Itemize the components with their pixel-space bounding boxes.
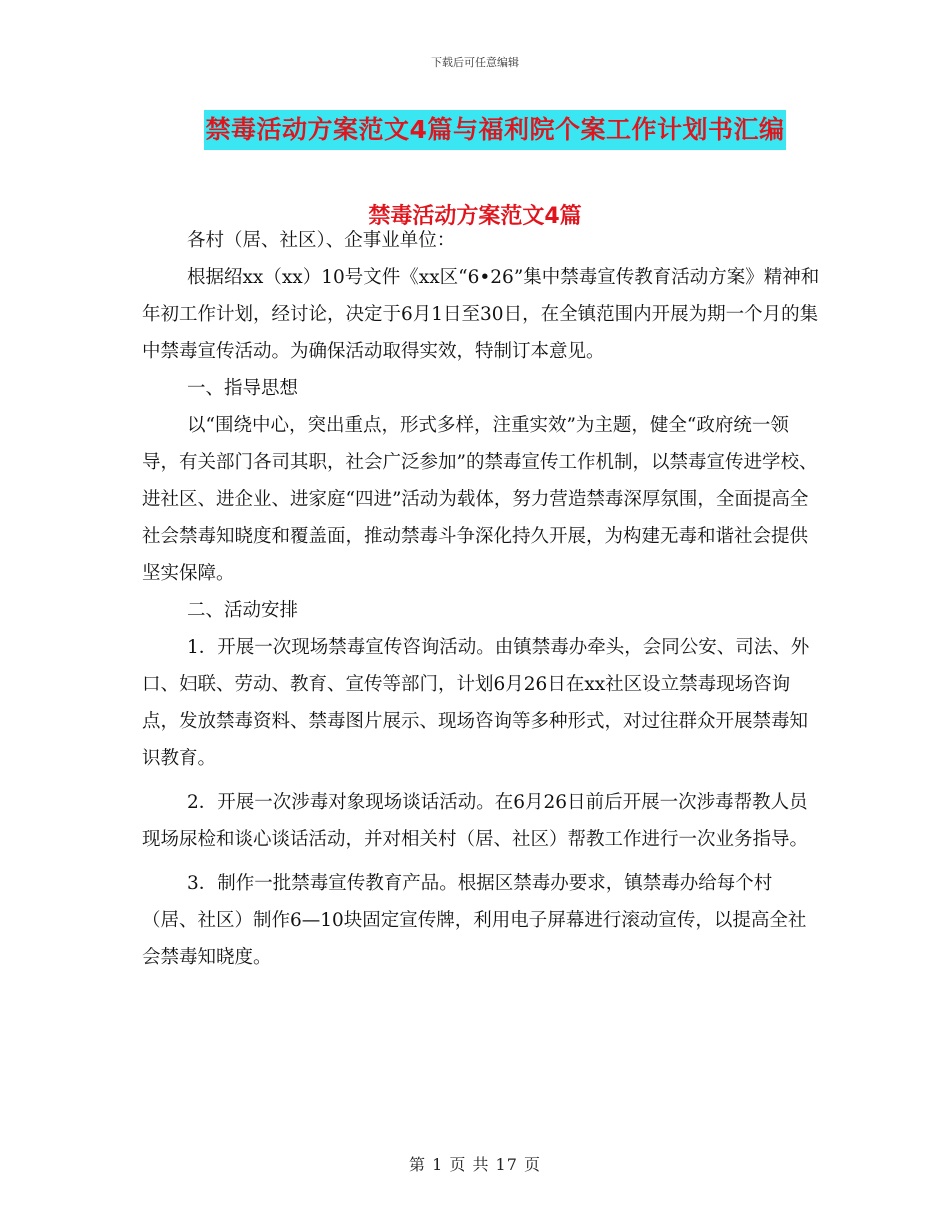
heading-guiding-ideology: 一、指导思想 (187, 378, 299, 399)
paragraph-guiding-ideology: 以“围绕中心，突出重点，形式多样，注重实效”为主题，健全“政府统一领导，有关部门各司其职，社会广泛参加”的禁毒宣传工作机制，以禁毒宣传进学校、进社区、进企业、进家庭“四进”活动为载体，努力营造禁毒深厚氛围，全面提高全社会禁毒知晓度和覆盖面，推动禁毒斗争深化持久开展，为构建无毒和谐社会提供坚实保障。 (142, 415, 818, 584)
list-item: 3．制作一批禁毒宣传教育产品。根据区禁毒办要求，镇禁毒办给每个村（居、社区）制作6—10块固定宣传牌，利用电子屏幕进行滚动宣传，以提高全社会禁毒知晓度。 (142, 873, 807, 968)
paragraph-intro: 根据绍xx（xx）10号文件《xx区“6•26”集中禁毒宣传教育活动方案》精神和年初工作计划，经讨论，决定于6月1日至30日，在全镇范围内开展为期一个月的集中禁毒宣传活动。为确保活动取得实效，特制订本意见。 (142, 267, 820, 362)
header-note: 下载后可任意编辑 (431, 56, 519, 69)
list-item: 1．开展一次现场禁毒宣传咨询活动。由镇禁毒办牵头，会同公安、司法、外口、妇联、劳动、教育、宣传等部门，计划6月26日在xx社区设立禁毒现场咨询点，发放禁毒资料、禁毒图片展示、现场咨询等多种形式，对过往群众开展禁毒知识教育。 (142, 637, 810, 769)
section-title: 禁毒活动方案范文4篇 (368, 204, 582, 229)
list-item: 2．开展一次涉毒对象现场谈话活动。在6月26日前后开展一次涉毒帮教人员现场尿检和谈心谈话活动，并对相关村（居、社区）帮教工作进行一次业务指导。 (142, 792, 809, 850)
document-title: 禁毒活动方案范文4篇与福利院个案工作计划书汇编 (204, 110, 787, 150)
heading-activity-arrangement: 二、活动安排 (187, 600, 299, 621)
salutation: 各村（居、社区）、企事业单位： (187, 230, 456, 251)
page-number-footer: 第 1 页 共 17 页 (409, 1155, 541, 1174)
document-title-container (0, 110, 950, 150)
document-body (142, 222, 822, 976)
